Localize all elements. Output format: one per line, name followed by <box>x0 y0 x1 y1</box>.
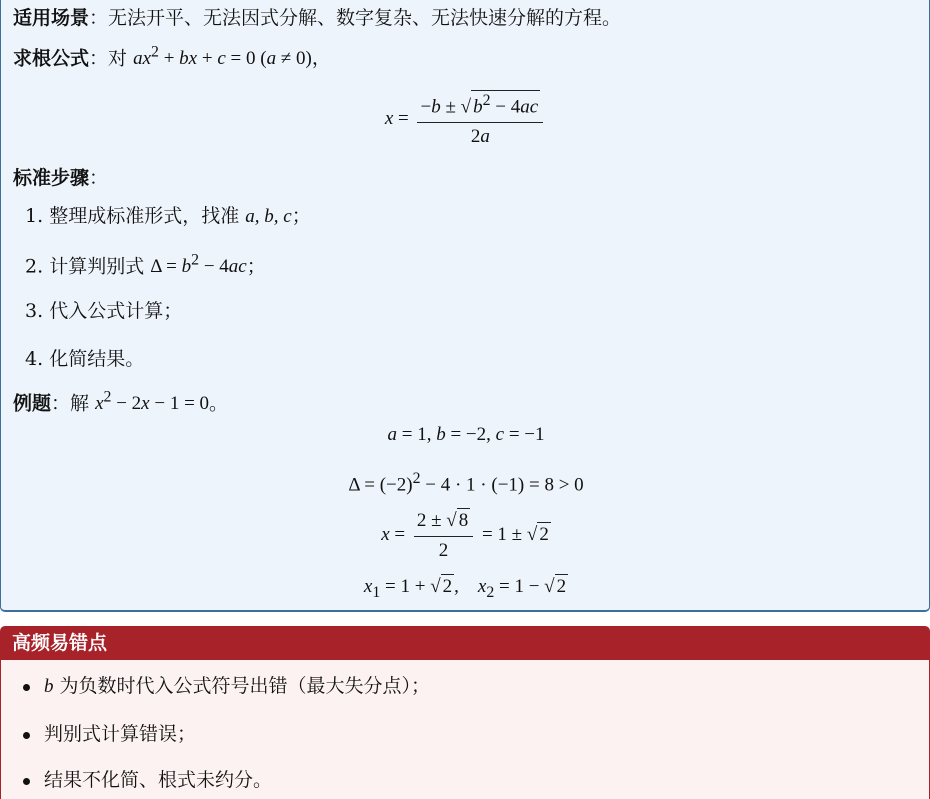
qf-den-2: 2 <box>470 126 481 148</box>
qf-pm: ± <box>440 96 461 118</box>
general-equation <box>133 44 331 70</box>
w4-comma: , <box>454 576 459 597</box>
eq-sup: 2 <box>151 44 159 61</box>
qf-rad-b: b <box>473 96 483 118</box>
step-b: b <box>181 256 192 278</box>
w1-c: c <box>495 424 505 445</box>
w3-rad2: 2 <box>537 522 551 548</box>
step-text: 代入公式计算； <box>49 300 183 322</box>
qf-b: b <box>431 96 441 118</box>
w3-numerator <box>414 508 473 537</box>
w4-sub1: 1 <box>372 583 381 601</box>
w4-r1: 2 <box>441 574 455 600</box>
example-line <box>13 388 228 417</box>
scene-line <box>13 6 621 31</box>
w3-rhs: = 1 ± <box>477 524 527 546</box>
steps-sep: ： <box>89 167 109 189</box>
step-1 <box>25 204 311 230</box>
work-line-2 <box>1 469 930 498</box>
pitfalls-box <box>0 660 930 799</box>
w3-sqrt2-icon: √ <box>526 524 538 546</box>
step-delta: Δ = <box>150 256 182 278</box>
bullet-icon <box>23 732 30 739</box>
w1-b: b <box>436 424 446 445</box>
w3-fraction <box>414 508 473 563</box>
step-text: 化简结果。 <box>49 348 145 370</box>
ex-x: x <box>95 393 104 415</box>
pitfall-text: 为负数时代入公式符号出错（最大失分点）； <box>53 675 431 697</box>
pitfall-text: 判别式计算错误； <box>44 723 197 745</box>
ex-x2: x <box>141 393 150 415</box>
step-ac: ac <box>228 256 247 278</box>
qf-rad-ac: ac <box>520 96 539 118</box>
pitfall-item-2 <box>23 722 196 747</box>
formula-intro: 对 <box>108 47 128 70</box>
scene-label: 适用场景 <box>13 7 90 29</box>
qf-rad-sup: 2 <box>482 92 491 109</box>
qf-minus: − <box>420 96 432 118</box>
example-intro: 解 <box>70 392 90 415</box>
w3-eq: = <box>389 524 410 546</box>
formula-label: 求根公式 <box>13 47 90 70</box>
qf-rad-rest: − 4 <box>490 96 521 118</box>
pitfall-math: b <box>44 676 54 697</box>
pitfall-item-3 <box>23 768 272 793</box>
quadratic-formula <box>1 90 930 150</box>
step-3 <box>25 299 182 324</box>
w3-den: 2 <box>438 539 449 561</box>
w1-v2: = −2, <box>445 424 496 445</box>
eq-x: x <box>142 48 152 70</box>
work-line-3 <box>1 508 930 563</box>
formula-sep: ： <box>89 47 109 70</box>
scene-text: 无法开平、无法因式分解、数字复杂、无法快速分解的方程。 <box>108 7 622 29</box>
qf-radicand <box>471 90 540 120</box>
step-4 <box>25 347 144 372</box>
step-tail: ； <box>291 205 311 227</box>
pitfall-item-1 <box>23 674 430 700</box>
qf-den-a: a <box>480 126 490 148</box>
step-text: 计算判别式 <box>49 255 145 278</box>
cond-neq: ≠ 0) <box>276 48 312 70</box>
qf-x: x <box>384 108 394 130</box>
eq-tail: ， <box>311 48 331 70</box>
w3-sqrt-icon: √ <box>446 510 457 531</box>
qf-eq: = <box>393 108 414 130</box>
ex-tail: − 1 = 0 <box>149 393 210 415</box>
w4-x1: x <box>363 576 373 597</box>
step-num: 2. <box>25 255 44 278</box>
w1-v3: = −1 <box>504 424 545 445</box>
ex-end: 。 <box>209 392 229 415</box>
step-math <box>150 252 247 278</box>
eq-plus2: + <box>197 48 218 70</box>
w2-rest: − 4 · 1 · (−1) = 8 > 0 <box>420 474 584 496</box>
step-rest: − 4 <box>199 256 229 278</box>
step-tail: ； <box>246 255 266 278</box>
w4-sub2: 2 <box>486 583 495 601</box>
step-2 <box>25 251 266 280</box>
eq-x2: x <box>188 48 198 70</box>
w3-num-pre: 2 ± <box>416 510 447 531</box>
example-equation <box>95 389 210 415</box>
work-line-1 <box>1 423 930 448</box>
w1-v1: = 1, <box>396 424 437 445</box>
ex-rest: − 2 <box>111 393 142 415</box>
w4-x2: x <box>477 576 487 597</box>
eq-c: c <box>217 48 226 70</box>
w4-v1: = 1 + <box>380 576 431 597</box>
cond-a: a <box>266 48 277 70</box>
w3-x: x <box>381 524 390 546</box>
qf-numerator <box>417 90 543 123</box>
steps-label: 标准步骤 <box>13 167 90 189</box>
scene-sep: ： <box>89 7 109 29</box>
step-math: a, b, c <box>245 206 292 227</box>
ex-sup: 2 <box>103 389 112 406</box>
bullet-icon <box>23 778 30 785</box>
w4-sqrt-icon: √ <box>430 576 441 597</box>
qf-sqrt-icon: √ <box>460 96 472 118</box>
step-sup: 2 <box>191 252 200 269</box>
example-sep: ： <box>51 392 71 415</box>
steps-heading <box>13 166 108 191</box>
eq-zero: = 0 <box>225 48 256 70</box>
step-text: 整理成标准形式，找准 <box>49 205 240 227</box>
w2-delta: Δ = (−2) <box>348 474 413 496</box>
pitfalls-header: 高频易错点 <box>0 626 930 660</box>
w1-a: a <box>387 424 397 445</box>
qf-fraction <box>417 90 543 150</box>
qf-denominator <box>468 123 493 150</box>
w3-rad: 8 <box>457 508 471 534</box>
bullet-icon <box>23 684 30 691</box>
w2-sup: 2 <box>412 470 421 487</box>
w4-v2: = 1 − <box>494 576 545 597</box>
eq-b: b <box>179 48 189 70</box>
step-num: 3. <box>25 300 44 322</box>
eq-a: a <box>133 48 143 70</box>
w4-sqrt2-icon: √ <box>544 576 555 597</box>
work-line-4 <box>1 574 930 603</box>
eq-plus1: + <box>158 48 180 70</box>
pitfall-text: 结果不化简、根式未约分。 <box>44 769 273 791</box>
example-label: 例题 <box>13 392 52 415</box>
cond-open: ( <box>255 48 267 70</box>
step-num: 4. <box>25 348 44 370</box>
step-num: 1. <box>25 205 44 227</box>
formula-line <box>13 43 331 72</box>
w4-r2: 2 <box>555 574 569 600</box>
